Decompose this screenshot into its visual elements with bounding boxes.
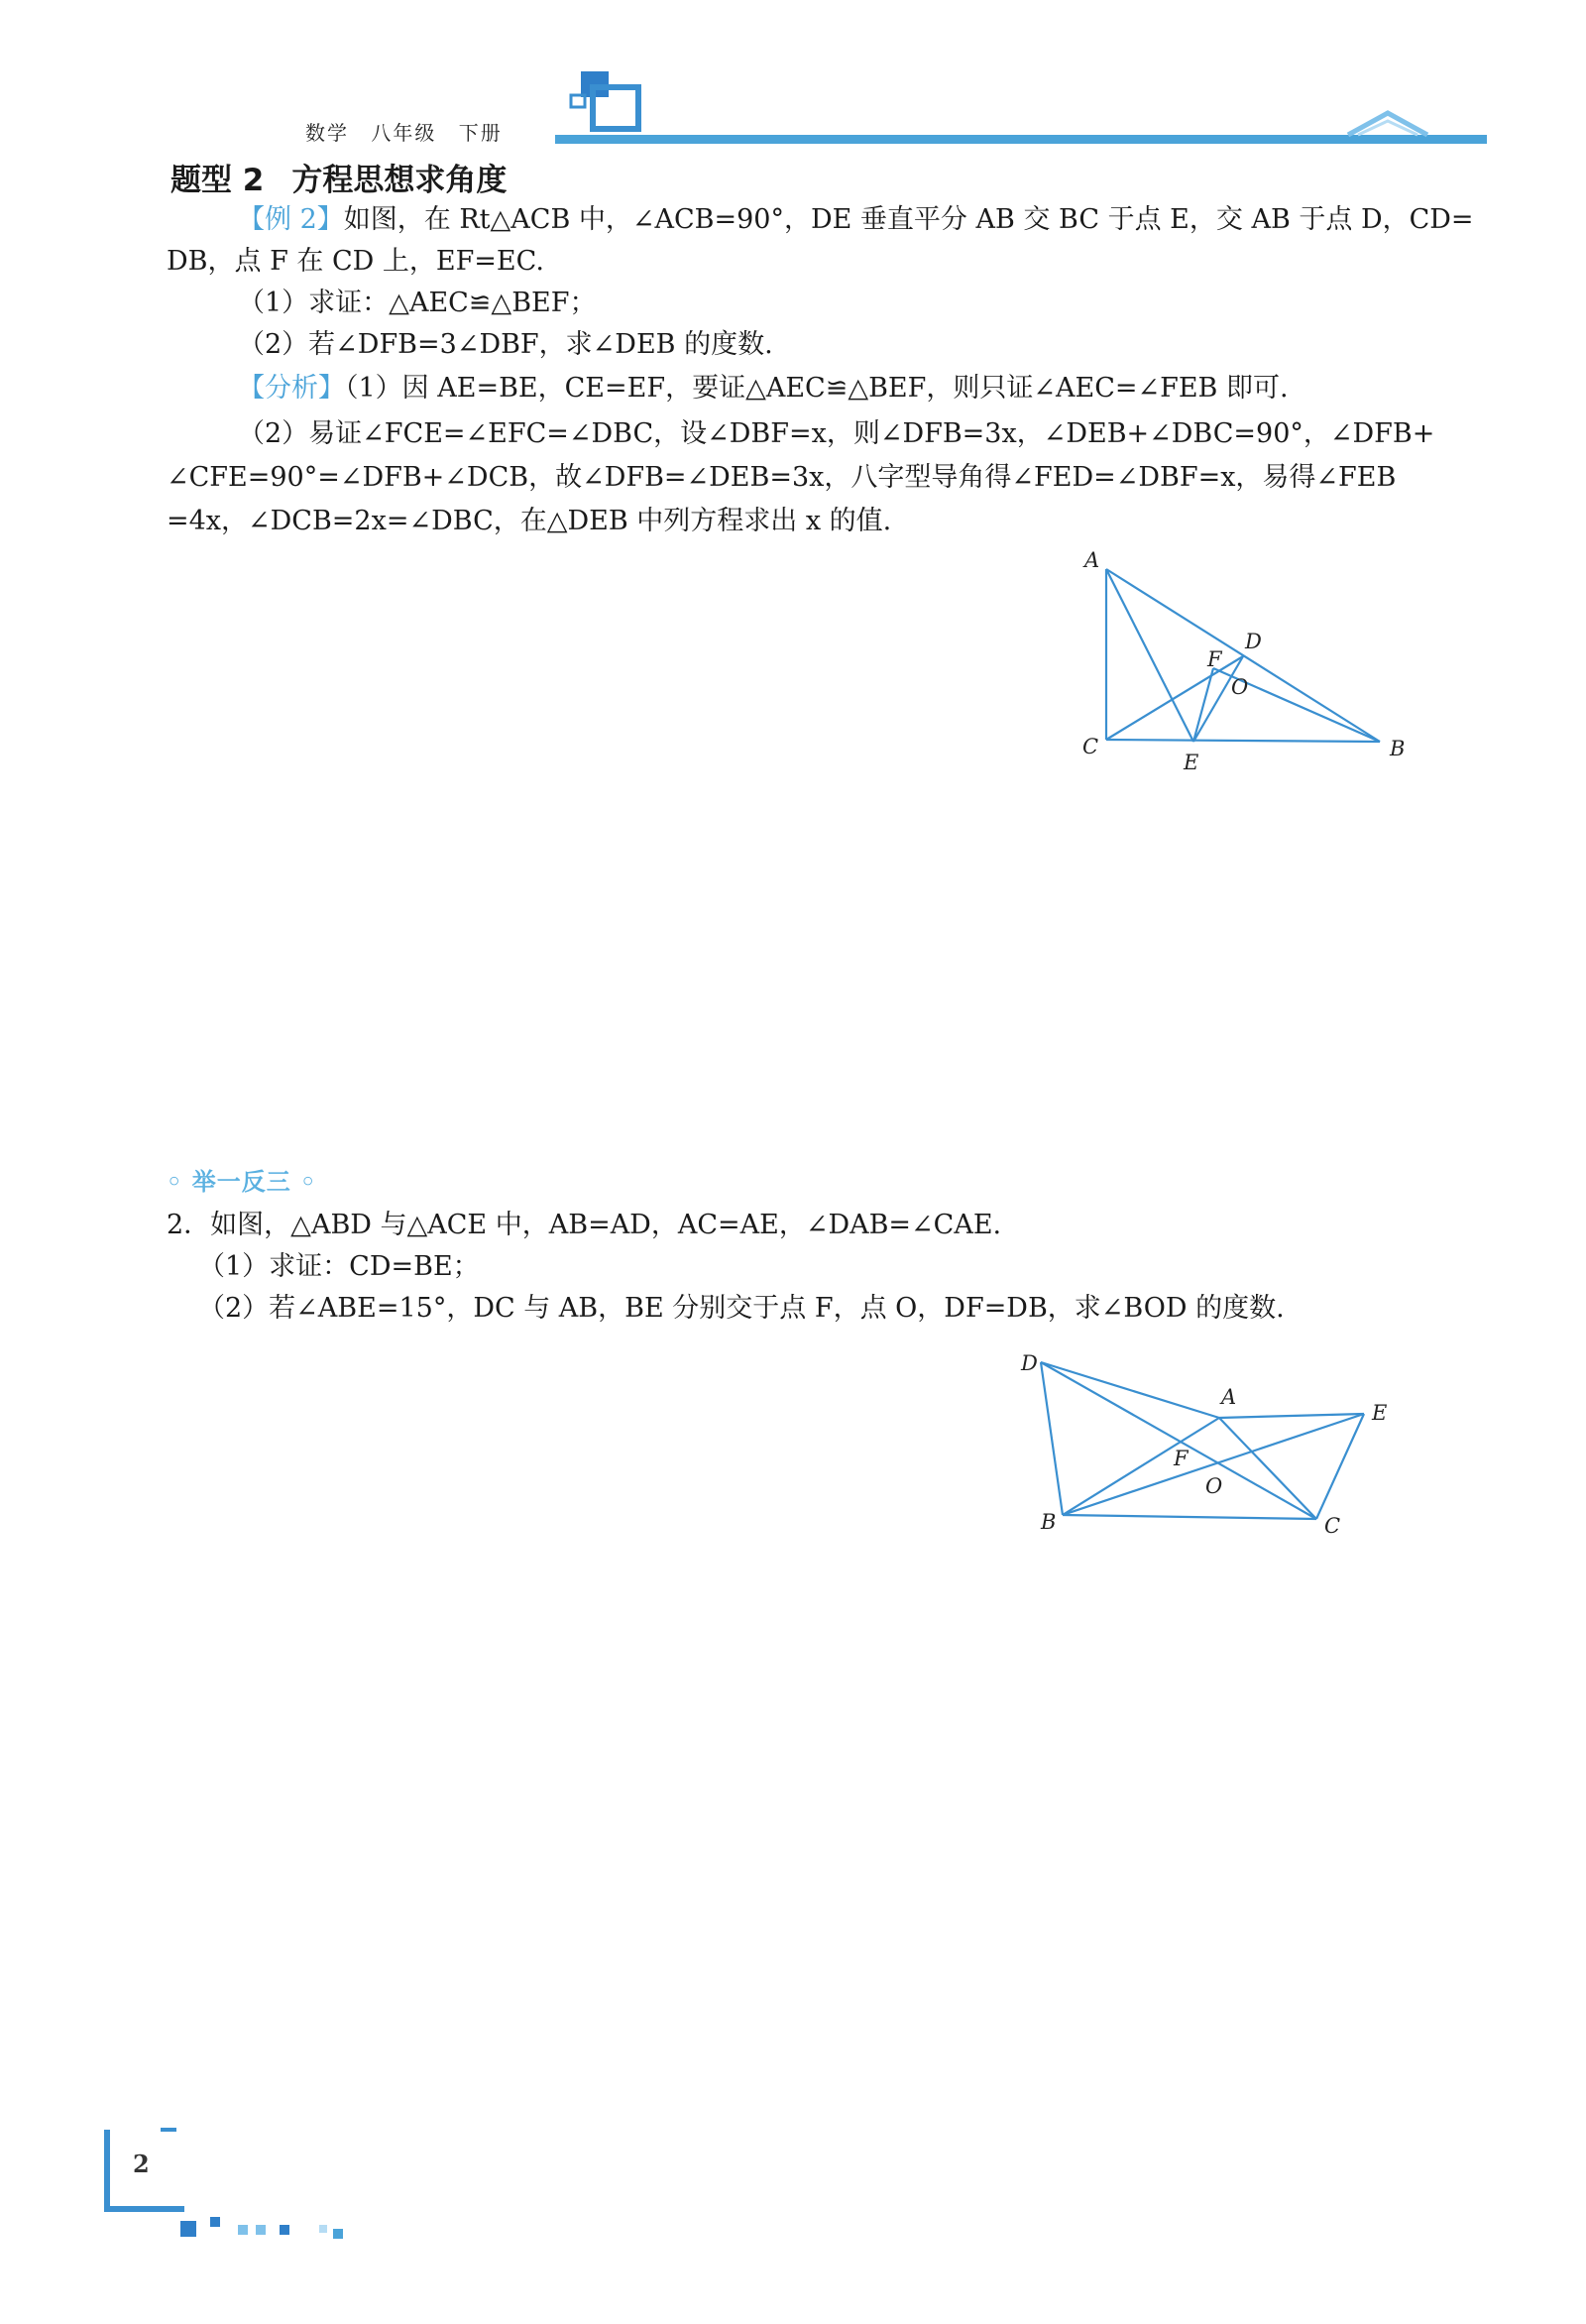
fig2-label-d: D — [1021, 1351, 1038, 1375]
analysis-line-4: =4x，∠DCB=2x=∠DBC，在△DEB 中列方程求出 x 的值. — [167, 506, 892, 536]
fig2-label-b: B — [1041, 1510, 1057, 1534]
section-heading: 方程思想求角度 — [291, 163, 508, 198]
section-title — [170, 155, 507, 199]
analysis-line-2: （2）易证∠FCE=∠EFC=∠DBC，设∠DBF=x，则∠DFB=3x，∠DEB+∠DBC=90°，∠DFB+ — [238, 418, 1435, 449]
example-text-1: 如图，在 Rt△ACB 中，∠ACB=90°，DE 垂直平分 AB 交 BC 于点 E，交 AB 于点 D，CD= — [343, 204, 1474, 235]
fig1-label-b: B — [1390, 737, 1406, 760]
book-header — [305, 117, 516, 146]
section-label: 题型 2 — [170, 163, 265, 198]
figure-1-lines — [1106, 569, 1380, 742]
fig2-label-f: F — [1174, 1447, 1189, 1470]
fig1-label-f: F — [1207, 647, 1222, 671]
example-line-2: DB，点 F 在 CD 上，EF=EC. — [167, 246, 544, 277]
fig1-label-c: C — [1082, 735, 1099, 758]
header-volume: 下册 — [458, 121, 503, 145]
practice-line-1: 2．如图，△ABD 与△ACE 中，AB=AD，AC=AE，∠DAB=∠CAE. — [167, 1210, 1002, 1240]
fig2-label-o: O — [1205, 1474, 1223, 1498]
page-number: 2 — [133, 2150, 150, 2178]
analysis-line-1 — [238, 369, 1475, 408]
figure-2-diagram — [1001, 1348, 1417, 1547]
header-subject: 数学 — [305, 121, 349, 145]
footer-decoration — [99, 2122, 357, 2241]
fig1-label-a: A — [1084, 548, 1100, 572]
fig1-label-e: E — [1184, 751, 1199, 774]
practice-heading: ◦ 举一反三 ◦ — [167, 1168, 317, 1196]
fig2-label-e: E — [1372, 1401, 1388, 1425]
example-part-2: （2）若∠DFB=3∠DBF，求∠DEB 的度数. — [238, 329, 773, 360]
practice-part-1: （1）求证：CD=BE； — [198, 1251, 480, 1282]
analysis-tag: 【分析】 — [238, 373, 345, 404]
figure-2-lines — [1041, 1362, 1364, 1519]
fig1-label-d: D — [1245, 630, 1262, 653]
example-line-1 — [238, 200, 1475, 240]
analysis-line-3: ∠CFE=90°=∠DFB+∠DCB，故∠DFB=∠DEB=3x，八字型导角得∠FED=∠DBF=x，易得∠FEB — [167, 462, 1397, 493]
header-grade: 八年级 — [371, 121, 437, 145]
analysis-text-1: （1）因 AE=BE，CE=EF，要证△AEC≌△BEF，则只证∠AEC=∠FEB 即可. — [345, 373, 1289, 404]
practice-part-2: （2）若∠ABE=15°，DC 与 AB，BE 分别交于点 F，点 O，DF=DB，求∠BOD 的度数. — [198, 1293, 1285, 1324]
example-part-1: （1）求证：△AEC≌△BEF； — [238, 288, 597, 318]
fig2-label-a: A — [1221, 1385, 1237, 1409]
figure-1-diagram — [1071, 545, 1427, 783]
example-tag: 【例 2】 — [238, 204, 344, 235]
header-decoration — [535, 65, 1487, 153]
fig1-label-o: O — [1231, 675, 1249, 699]
fig2-label-c: C — [1324, 1514, 1341, 1538]
